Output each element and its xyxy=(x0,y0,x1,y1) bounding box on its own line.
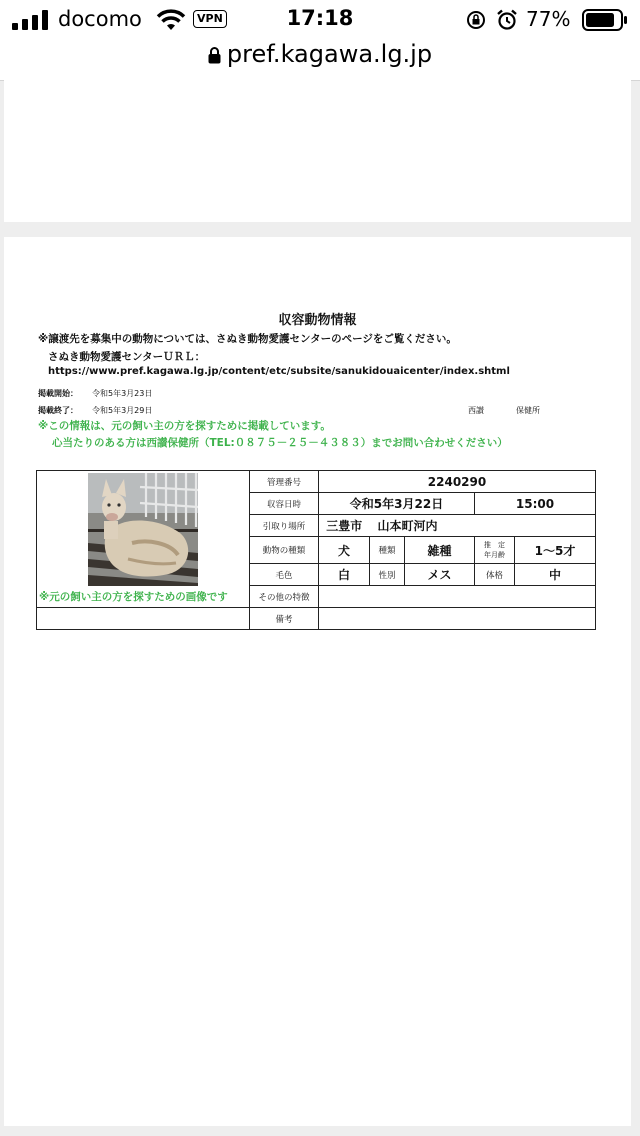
posting-start-label: 掲載開始： xyxy=(38,389,78,398)
size-label: 体格 xyxy=(475,564,515,586)
age-value: 1〜5才 xyxy=(515,537,596,564)
color-value: 白 xyxy=(319,564,370,586)
date-value: 令和5年3月22日 xyxy=(319,493,475,515)
dog-photo xyxy=(88,473,198,586)
alarm-icon xyxy=(496,9,518,31)
lock-icon xyxy=(208,47,221,64)
url-text: pref.kagawa.lg.jp xyxy=(226,40,433,68)
photo-caption: ※元の飼い主の方を探すための画像です xyxy=(39,591,228,603)
battery-icon xyxy=(582,9,628,31)
center-url-label: さぬき動物愛護センターＵＲＬ： xyxy=(48,351,206,363)
office-type: 保健所 xyxy=(516,406,540,415)
carrier-name: docomo xyxy=(58,7,142,31)
age-label xyxy=(475,537,515,564)
breed-label: 種類 xyxy=(370,537,405,564)
pdf-page-current xyxy=(4,237,631,1126)
owner-notice: ※この情報は、元の飼い主の方を探すために掲載しています。 xyxy=(38,420,331,432)
posting-end-label: 掲載終了： xyxy=(38,406,78,415)
other-features-label: その他の特徴 xyxy=(250,586,319,608)
age-label-line2: 年月齢 xyxy=(484,551,505,559)
mgmt-no-label: 管理番号 xyxy=(250,471,319,493)
sex-value: メス xyxy=(405,564,475,586)
time-value: 15:00 xyxy=(475,493,596,515)
size-value: 中 xyxy=(515,564,596,586)
transfer-notice: ※譲渡先を募集中の動物については、さぬき動物愛護センターのページをご覧ください。 xyxy=(38,333,457,345)
clock: 17:18 xyxy=(286,6,354,30)
place-town: 山本町河内 xyxy=(370,515,596,537)
document-title: 収容動物情報 xyxy=(278,313,357,328)
age-label-line1: 推 定 xyxy=(484,541,505,549)
center-url-link[interactable]: https://www.pref.kagawa.lg.jp/content/etc/subsite/sanukidouaicenter/index.shtml xyxy=(48,366,510,377)
other-features-value xyxy=(319,586,596,608)
color-label: 毛色 xyxy=(250,564,319,586)
place-city: 三豊市 xyxy=(319,515,370,537)
remarks-label: 備考 xyxy=(250,608,319,630)
address-bar[interactable] xyxy=(0,40,640,81)
notice-document xyxy=(4,237,631,1126)
breed-value: 雑種 xyxy=(405,537,475,564)
animal-info-table xyxy=(36,470,596,630)
battery-percentage: 77% xyxy=(526,7,571,31)
photo-caption-cell xyxy=(37,608,250,630)
remarks-value xyxy=(319,608,596,630)
vpn-badge: VPN xyxy=(193,10,227,28)
pdf-page-previous xyxy=(4,80,631,222)
rotation-lock-icon xyxy=(466,10,486,30)
species-value: 犬 xyxy=(319,537,370,564)
date-label: 収容日時 xyxy=(250,493,319,515)
photo-cell xyxy=(37,471,250,608)
mgmt-no-value: 2240290 xyxy=(319,471,596,493)
species-label: 動物の種類 xyxy=(250,537,319,564)
posting-end-date: 令和5年3月29日 xyxy=(92,406,153,415)
posting-start-date: 令和5年3月23日 xyxy=(92,389,153,398)
sex-label: 性別 xyxy=(370,564,405,586)
status-bar xyxy=(0,0,640,40)
contact-notice: 心当たりのある方は西讃保健所（TEL:０８７５－２５－４３８３）までお問い合わせください） xyxy=(52,437,508,449)
office-region: 西讃 xyxy=(468,406,484,415)
place-label: 引取り場所 xyxy=(250,515,319,537)
